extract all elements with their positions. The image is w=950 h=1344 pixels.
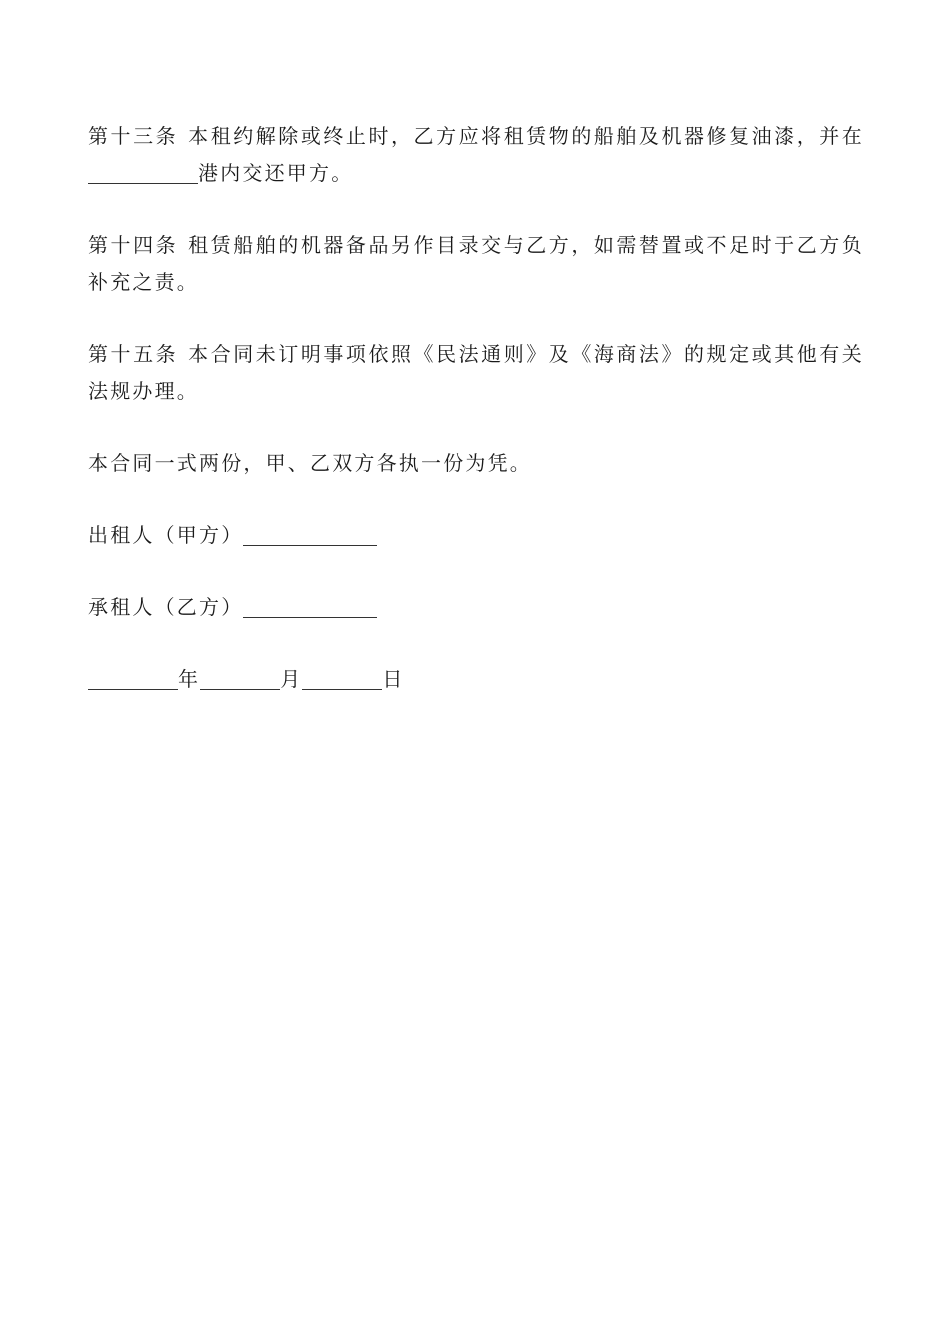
contract-body bbox=[88, 118, 864, 698]
article-13-text-end: 港内交还甲方。 bbox=[198, 161, 354, 185]
article-15 bbox=[88, 336, 864, 410]
lessor-signature bbox=[88, 517, 864, 554]
lessor-label: 出租人（甲方） bbox=[88, 523, 244, 547]
article-14-text: 租赁船舶的机器备品另作目录交与乙方，如需替置或不足时于乙方负补充之责。 bbox=[88, 233, 864, 294]
year-label: 年 bbox=[178, 667, 201, 691]
article-13-text: 本租约解除或终止时，乙方应将租赁物的船舶及机器修复油漆，并在 bbox=[188, 124, 864, 148]
article-13-label: 第十三条 bbox=[88, 124, 179, 148]
article-14-label: 第十四条 bbox=[88, 233, 179, 257]
article-15-label: 第十五条 bbox=[88, 342, 179, 366]
lessee-signature bbox=[88, 589, 864, 626]
month-label: 月 bbox=[280, 667, 303, 691]
lessee-signature-blank[interactable] bbox=[243, 595, 377, 618]
signing-date bbox=[88, 661, 864, 698]
lessor-signature-blank[interactable] bbox=[243, 523, 377, 546]
article-13 bbox=[88, 118, 864, 192]
lessee-label: 承租人（乙方） bbox=[88, 595, 244, 619]
port-blank[interactable] bbox=[88, 161, 198, 184]
day-blank[interactable] bbox=[302, 667, 382, 690]
article-15-text: 本合同未订明事项依照《民法通则》及《海商法》的规定或其他有关法规办理。 bbox=[88, 342, 864, 403]
article-14 bbox=[88, 227, 864, 301]
day-label: 日 bbox=[382, 667, 405, 691]
year-blank[interactable] bbox=[88, 667, 178, 690]
copies-statement: 本合同一式两份，甲、乙双方各执一份为凭。 bbox=[88, 451, 532, 475]
month-blank[interactable] bbox=[200, 667, 280, 690]
